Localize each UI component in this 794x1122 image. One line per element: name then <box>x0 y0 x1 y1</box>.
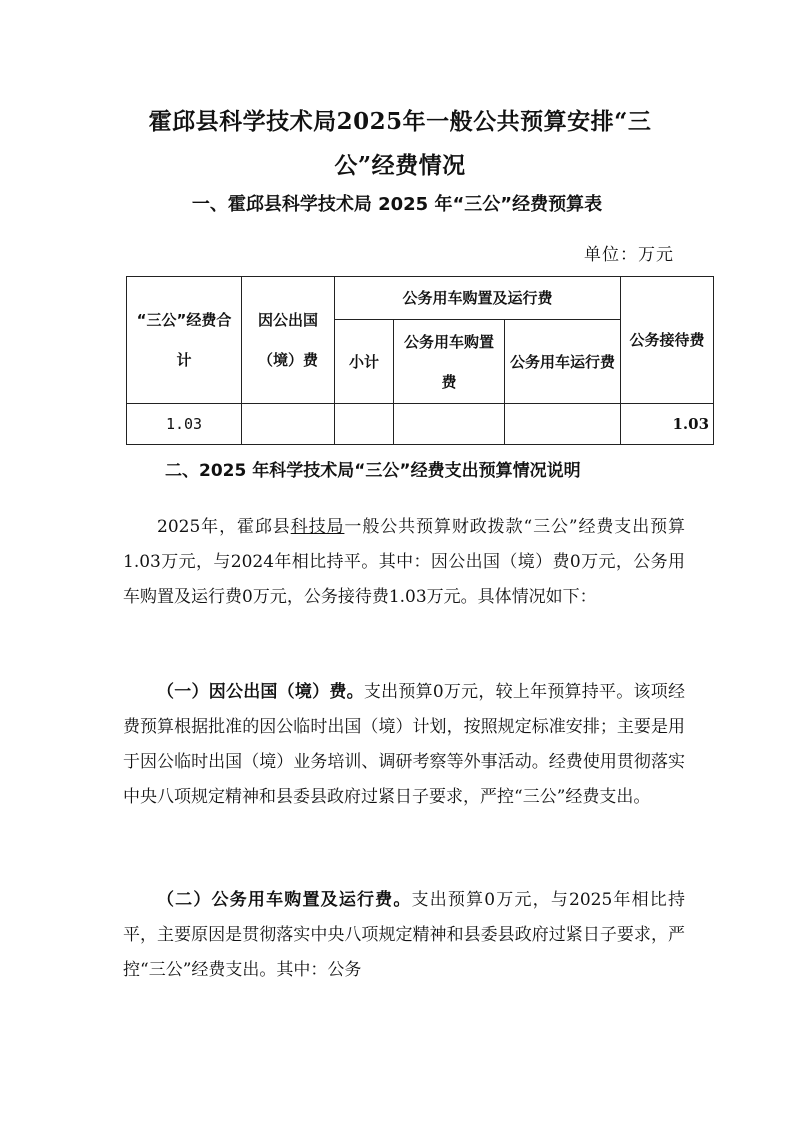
paragraph-abroad <box>123 675 685 815</box>
page-title: 霍邱县科学技术局2025年一般公共预算安排“三公”经费情况 <box>148 108 652 179</box>
section1-title: 一、霍邱县科学技术局 2025 年“三公”经费预算表 <box>191 194 603 215</box>
cell-vehicle-operation <box>505 404 621 445</box>
header-reception: 公务接待费 <box>621 277 714 404</box>
vehicle-heading: （二）公务用车购置及运行费。 <box>157 890 412 910</box>
unit-label: 单位：万元 <box>584 245 674 265</box>
cell-abroad <box>242 404 335 445</box>
section2-title: 二、2025 年科学技术局“三公”经费支出预算情况说明 <box>165 461 581 481</box>
abroad-body: 支出预算0万元，较上年预算持平。该项经费预算根据批准的因公临时出国（境）计划，按照规定标准安排；主要是用于因公临时出国（境）业务培训、调研考察等外事活动。经费使用贯彻落实中央八项规定精神和县委县政府过紧日子要求，严控“三公”经费支出。 <box>123 682 685 807</box>
header-subtotal: 小计 <box>335 320 394 404</box>
header-total: “三公”经费合计 <box>127 277 242 404</box>
abroad-heading: （一）因公出国（境）费。 <box>157 682 364 702</box>
header-vehicle-group: 公务用车购置及运行费 <box>335 277 621 320</box>
overview-part1: 2025年，霍邱县 <box>157 517 291 537</box>
header-vehicle-operation: 公务用车运行费 <box>505 320 621 404</box>
cell-subtotal <box>335 404 394 445</box>
vehicle-body: 支出预算0万元，与2025年相比持平，主要原因是贯彻落实中央八项规定精神和县委县政府过紧日子要求，严控“三公”经费支出。其中：公务 <box>123 890 685 980</box>
cell-reception: 1.03 <box>621 404 714 445</box>
header-vehicle-purchase: 公务用车购置费 <box>394 320 505 404</box>
header-abroad: 因公出国（境）费 <box>242 277 335 404</box>
overview-agency-name: 科技局 <box>290 517 345 537</box>
cell-total: 1.03 <box>127 404 242 445</box>
paragraph-overview <box>123 510 685 615</box>
budget-table <box>126 276 714 445</box>
cell-vehicle-purchase <box>394 404 505 445</box>
overview-part2: 一般公共预算财政拨款“三公”经费支出预算1.03万元，与2024年相比持平。其中：因公出国（境）费0万元，公务用车购置及运行费0万元，公务接待费1.03万元。具体情况如下： <box>123 517 686 607</box>
paragraph-vehicle <box>123 883 685 988</box>
